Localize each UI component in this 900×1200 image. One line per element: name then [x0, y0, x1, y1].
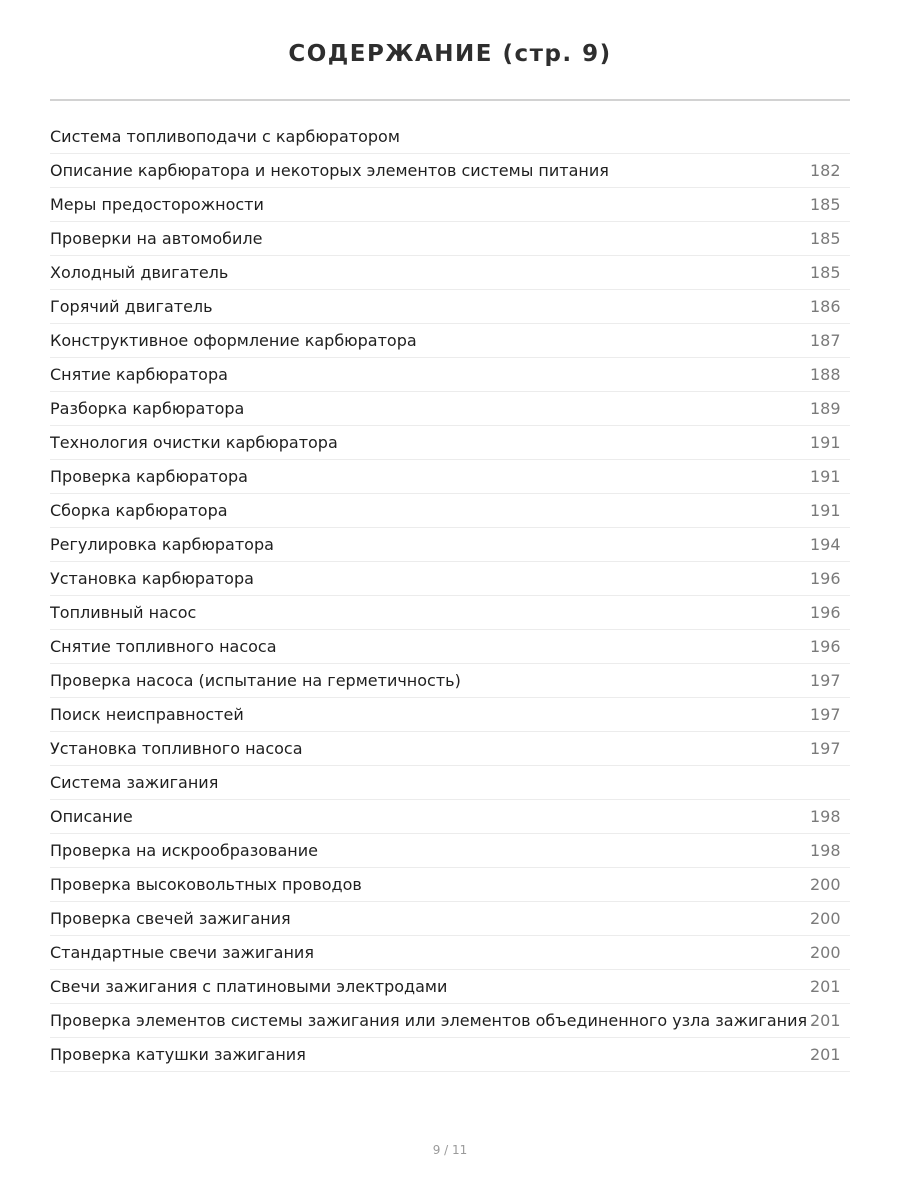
toc-entry-title: Установка топливного насоса [50, 739, 303, 758]
toc-entry-title: Стандартные свечи зажигания [50, 943, 314, 962]
toc-entry-title: Проверка на искрообразование [50, 841, 318, 860]
toc-page-number: 191 [810, 467, 841, 486]
toc-entry-title: Проверка высоковольтных проводов [50, 875, 362, 894]
toc-row[interactable] [50, 426, 850, 460]
toc-row[interactable] [50, 970, 850, 1004]
toc-entry-title: Технология очистки карбюратора [50, 433, 338, 452]
toc-entry-title: Описание карбюратора и некоторых элементов системы питания [50, 161, 609, 180]
toc-page-number: 182 [810, 161, 841, 180]
toc-page-number: 200 [810, 875, 841, 894]
toc-entry-title: Описание [50, 807, 133, 826]
toc-entry-title: Разборка карбюратора [50, 399, 245, 418]
toc-row[interactable] [50, 460, 850, 494]
toc-row[interactable] [50, 630, 850, 664]
toc-row[interactable] [50, 494, 850, 528]
toc-page-number: 194 [810, 535, 841, 554]
toc-row[interactable] [50, 732, 850, 766]
toc-page-number: 197 [810, 671, 841, 690]
toc-entry-title: Поиск неисправностей [50, 705, 244, 724]
toc-page-number: 200 [810, 909, 841, 928]
page-indicator: 9 / 11 [432, 1143, 468, 1157]
toc-page-number: 185 [810, 195, 841, 214]
toc-page-number: 201 [810, 1045, 841, 1064]
toc-entry-title: Система топливоподачи с карбюратором [50, 127, 400, 146]
toc-page-number: 185 [810, 263, 841, 282]
toc-entry-title: Система зажигания [50, 773, 219, 792]
toc-page-number: 191 [810, 433, 841, 452]
toc-row[interactable] [50, 358, 850, 392]
toc-page-number: 200 [810, 943, 841, 962]
toc-entry-title: Свечи зажигания с платиновыми электродами [50, 977, 448, 996]
toc-row[interactable] [50, 1038, 850, 1072]
toc-entry-title: Сборка карбюратора [50, 501, 228, 520]
table-of-contents [50, 120, 850, 1072]
toc-row[interactable] [50, 324, 850, 358]
toc-page-number: 196 [810, 603, 841, 622]
toc-entry-title: Снятие карбюратора [50, 365, 228, 384]
toc-row[interactable] [50, 800, 850, 834]
toc-entry-title: Холодный двигатель [50, 263, 229, 282]
toc-entry-title: Регулировка карбюратора [50, 535, 274, 554]
toc-row[interactable] [50, 290, 850, 324]
toc-page-number: 189 [810, 399, 841, 418]
toc-row[interactable] [50, 120, 850, 154]
toc-entry-title: Меры предосторожности [50, 195, 264, 214]
title-divider [50, 99, 850, 101]
toc-row[interactable] [50, 936, 850, 970]
toc-entry-title: Горячий двигатель [50, 297, 213, 316]
toc-row[interactable] [50, 664, 850, 698]
toc-entry-title: Проверка карбюратора [50, 467, 248, 486]
toc-page-number: 198 [810, 841, 841, 860]
toc-entry-title: Проверка насоса (испытание на герметичность) [50, 671, 461, 690]
toc-page-number: 201 [810, 977, 841, 996]
toc-page-number: 187 [810, 331, 841, 350]
page-title: СОДЕРЖАНИЕ (стр. 9) [288, 41, 612, 67]
toc-entry-title: Конструктивное оформление карбюратора [50, 331, 417, 350]
toc-page-number: 196 [810, 637, 841, 656]
toc-entry-title: Проверка элементов системы зажигания или элементов объединенного узла зажигания [50, 1011, 808, 1030]
toc-page-number: 188 [810, 365, 841, 384]
toc-entry-title: Проверки на автомобиле [50, 229, 263, 248]
toc-row[interactable] [50, 528, 850, 562]
toc-entry-title: Топливный насос [50, 603, 197, 622]
toc-page-number: 196 [810, 569, 841, 588]
toc-page-number: 191 [810, 501, 841, 520]
toc-row[interactable] [50, 596, 850, 630]
toc-page-number: 197 [810, 705, 841, 724]
toc-entry-title: Установка карбюратора [50, 569, 254, 588]
toc-row[interactable] [50, 188, 850, 222]
toc-entry-title: Проверка катушки зажигания [50, 1045, 306, 1064]
toc-row[interactable] [50, 392, 850, 426]
toc-entry-title: Снятие топливного насоса [50, 637, 277, 656]
toc-row[interactable] [50, 834, 850, 868]
toc-row[interactable] [50, 868, 850, 902]
toc-row[interactable] [50, 698, 850, 732]
toc-row[interactable] [50, 154, 850, 188]
toc-page-number: 186 [810, 297, 841, 316]
toc-page-number: 197 [810, 739, 841, 758]
toc-row[interactable] [50, 562, 850, 596]
toc-row[interactable] [50, 1004, 850, 1038]
toc-row[interactable] [50, 902, 850, 936]
toc-entry-title: Проверка свечей зажигания [50, 909, 291, 928]
toc-page-number: 185 [810, 229, 841, 248]
toc-page-number: 198 [810, 807, 841, 826]
toc-row[interactable] [50, 766, 850, 800]
toc-page-number: 201 [810, 1011, 841, 1030]
toc-row[interactable] [50, 222, 850, 256]
toc-row[interactable] [50, 256, 850, 290]
